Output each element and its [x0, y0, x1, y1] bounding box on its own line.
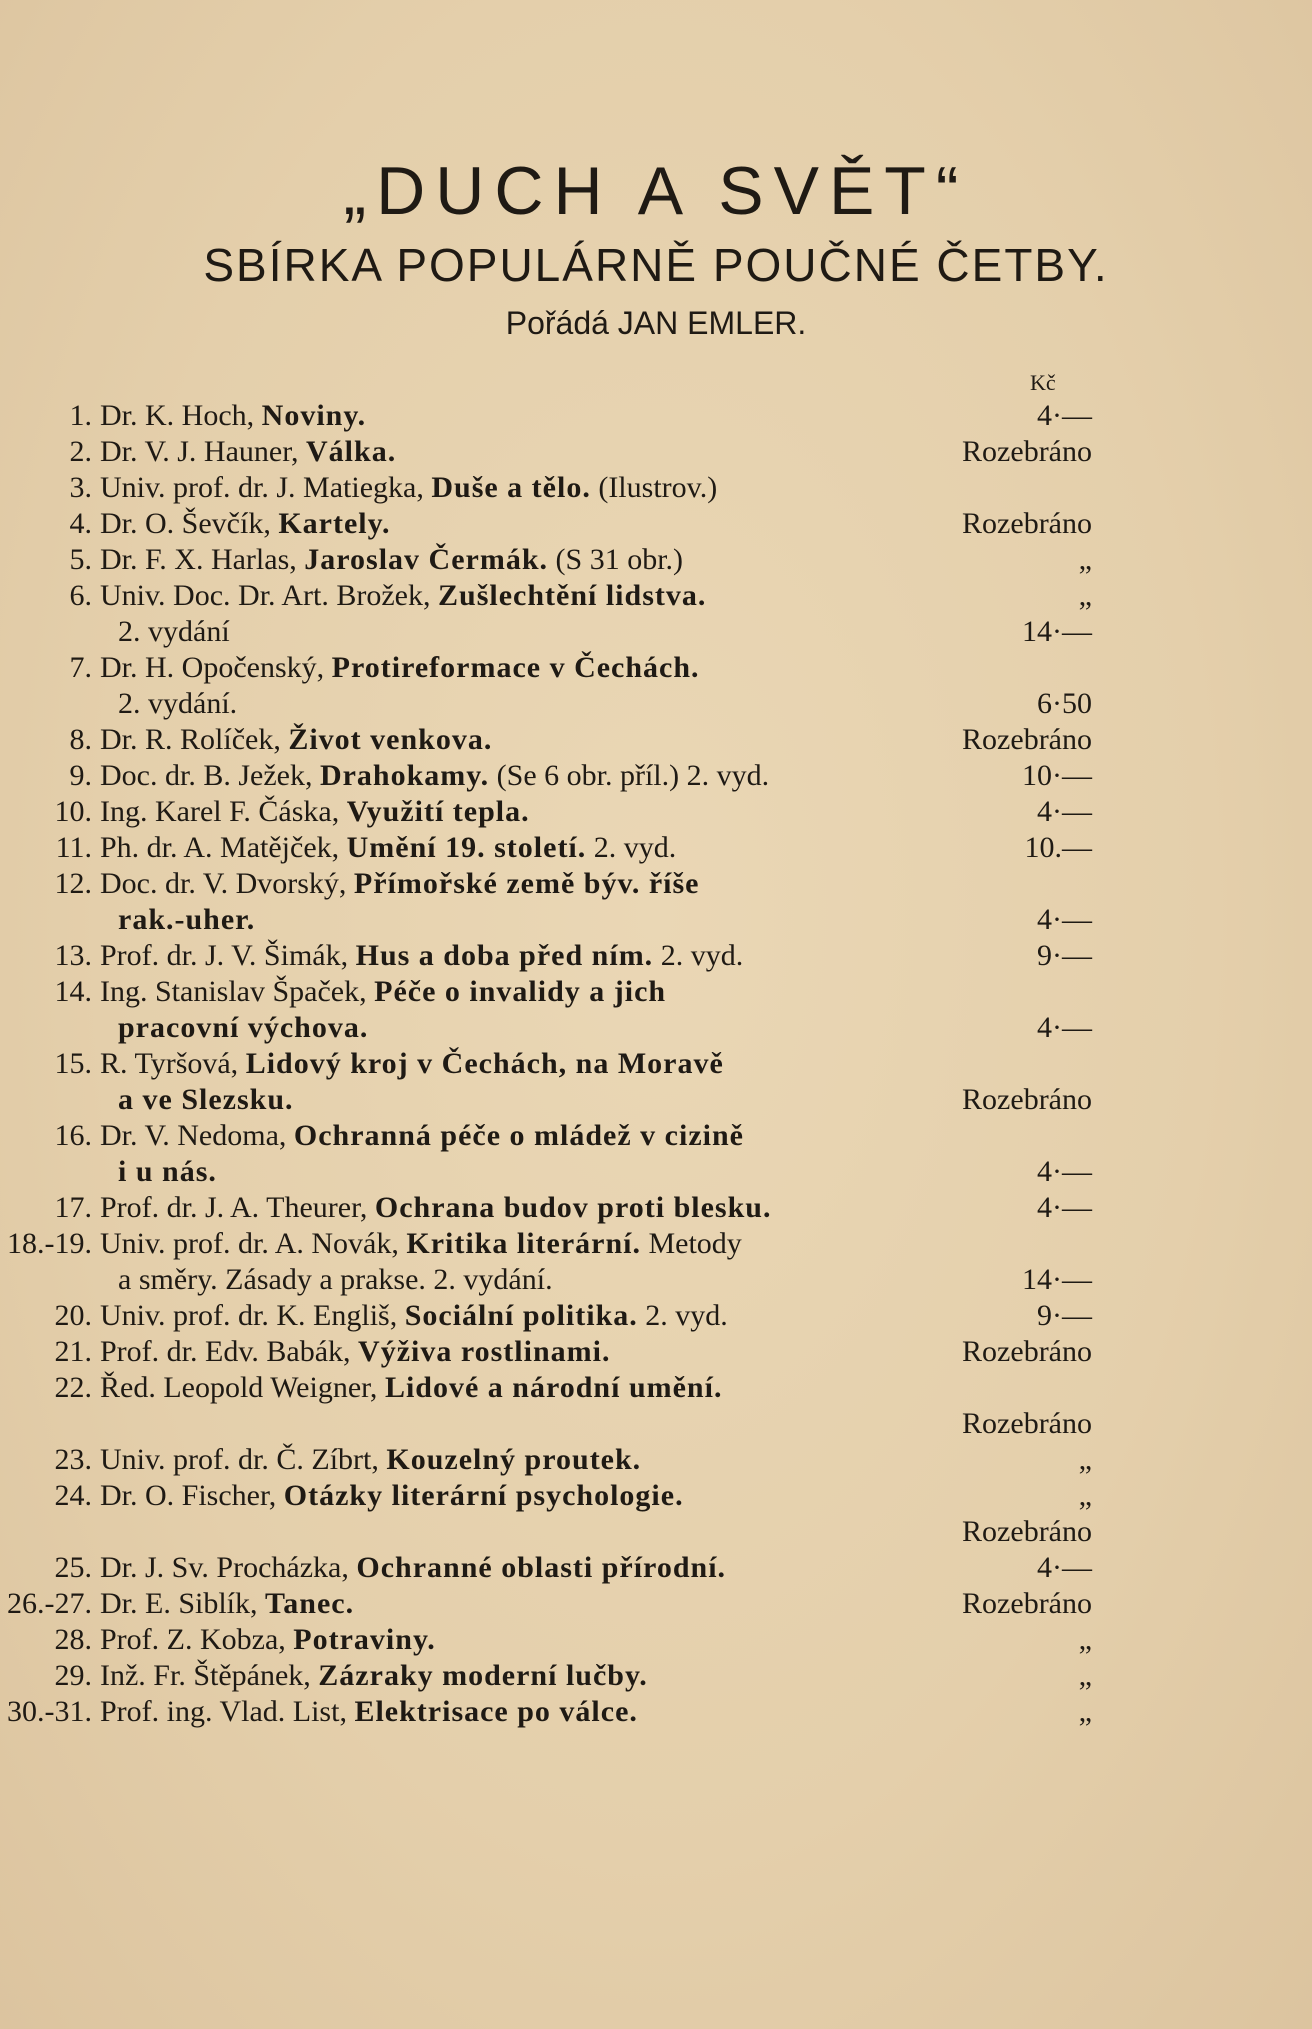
item-continuation-text: pracovní výchova. [118, 1011, 369, 1044]
item-number: 24. [54, 1479, 92, 1512]
item-number: 16. [54, 1119, 92, 1152]
item-title: Zázraky moderní lučby. [318, 1659, 648, 1692]
item-author: Prof. dr. Edv. Babák, [100, 1335, 359, 1368]
item-author: Prof. Z. Kobza, [100, 1623, 294, 1656]
item-number: 22. [54, 1371, 92, 1404]
item-title: Válka. [306, 435, 397, 468]
item-price: „ [1078, 1443, 1092, 1476]
item-title: Život venkova. [288, 723, 493, 756]
item-note: (Ilustrov.) [590, 471, 718, 504]
item-number: 3. [69, 471, 92, 504]
item-title: Elektrisace po válce. [354, 1695, 638, 1728]
item-price: 4·— [1037, 1011, 1092, 1044]
item-text [100, 1622, 436, 1658]
item-title: Sociální politika. [404, 1299, 638, 1332]
item-author: Ph. dr. A. Matějček, [100, 831, 347, 864]
item-number: 5. [69, 543, 92, 576]
item-author: Dr. O. Ševčík, [100, 507, 279, 540]
item-title: Noviny. [261, 399, 367, 432]
item-text [100, 578, 706, 614]
item-title: Duše a tělo. [431, 471, 591, 504]
item-author: Prof. dr. J. A. Theurer, [100, 1191, 375, 1224]
item-text [100, 1298, 728, 1334]
item-author: Dr. K. Hoch, [100, 399, 262, 432]
item-price: „ [1078, 1659, 1092, 1692]
item-text [100, 1118, 744, 1154]
item-author: Dr. V. J. Hauner, [100, 435, 307, 468]
item-note: Metody [640, 1227, 742, 1260]
item-note: (S 31 obr.) [548, 543, 684, 576]
item-text [100, 506, 390, 542]
series-subtitle: SBÍRKA POPULÁRNĚ POUČNÉ ČETBY. [203, 239, 1109, 291]
item-title: Kartely. [278, 507, 391, 540]
item-author: Prof. ing. Vlad. List, [100, 1695, 355, 1728]
item-title: Kouzelný proutek. [386, 1443, 642, 1476]
item-text [100, 1550, 726, 1586]
item-text [100, 470, 717, 506]
item-note: (Se 6 obr. příl.) 2. vyd. [489, 759, 770, 792]
item-price: „ [1078, 543, 1092, 576]
item-text [100, 866, 699, 902]
item-author: Univ. prof. dr. K. Engliš, [100, 1299, 405, 1332]
series-title: „DUCH A SVĚT“ [343, 153, 969, 229]
item-title: Lidové a národní umění. [384, 1371, 723, 1404]
item-price: Rozebráno [962, 1335, 1092, 1368]
item-number: 4. [69, 507, 92, 540]
item-price: Rozebráno [962, 723, 1092, 756]
item-price: „ [1078, 1623, 1092, 1656]
item-text [100, 1190, 771, 1226]
item-number: 25. [54, 1551, 92, 1584]
item-author: Dr. H. Opočenský, [100, 651, 332, 684]
item-price: 9·— [1037, 939, 1092, 972]
series-editor: Pořádá JAN EMLER. [505, 305, 807, 341]
item-title: Přímořské země býv. říše [353, 867, 700, 900]
item-number: 10. [54, 795, 92, 828]
item-continuation-text: rak.-uher. [118, 903, 256, 936]
item-author: Dr. E. Siblík, [100, 1587, 266, 1620]
currency-label: Kč [1030, 370, 1056, 395]
item-text [100, 1478, 684, 1514]
item-title: Potraviny. [293, 1623, 436, 1656]
item-text [100, 758, 769, 794]
item-author: Dr. O. Fischer, [100, 1479, 284, 1512]
item-number: 9. [69, 759, 92, 792]
item-continuation-text: i u nás. [118, 1155, 217, 1188]
item-text [100, 398, 366, 434]
item-number: 17. [54, 1191, 92, 1224]
item-title: Ochranná péče o mládež v cizině [293, 1119, 744, 1152]
item-author: Doc. dr. V. Dvorský, [100, 867, 354, 900]
item-author: Dr. V. Nedoma, [100, 1119, 294, 1152]
item-price: „ [1078, 1695, 1092, 1728]
item-price: 10.— [1024, 831, 1092, 864]
item-text [100, 1370, 722, 1406]
item-author: Ing. Stanislav Špaček, [100, 975, 375, 1008]
item-number: 6. [69, 579, 92, 612]
item-price: 4·— [1037, 903, 1092, 936]
item-price: „ [1078, 1479, 1092, 1512]
item-number: 7. [69, 651, 92, 684]
item-text [100, 1694, 638, 1730]
item-price: 4·— [1037, 399, 1092, 432]
item-price: „ [1078, 579, 1092, 612]
item-text [100, 1442, 641, 1478]
item-text [100, 1334, 610, 1370]
item-author: Dr. R. Rolíček, [100, 723, 289, 756]
item-text [100, 542, 683, 578]
item-text [100, 938, 743, 974]
item-price: Rozebráno [962, 1515, 1092, 1548]
item-title: Péče o invalidy a jich [374, 975, 667, 1008]
item-title: Využití tepla. [346, 795, 530, 828]
item-text [100, 1586, 354, 1622]
item-price: 9·— [1037, 1299, 1092, 1332]
item-text [100, 1658, 648, 1694]
item-continuation-text: a ve Slezsku. [118, 1083, 294, 1116]
item-text [100, 650, 700, 686]
item-author: Řed. Leopold Weigner, [100, 1371, 385, 1404]
item-title: Zušlechtění lidstva. [438, 579, 707, 612]
item-author: R. Tyršová, [100, 1047, 246, 1080]
item-title: Tanec. [265, 1587, 355, 1620]
item-price: 6·50 [1037, 687, 1092, 720]
item-number: 21. [54, 1335, 92, 1368]
item-title: Výživa rostlinami. [358, 1335, 611, 1368]
item-number: 29. [54, 1659, 92, 1692]
item-text [100, 830, 676, 866]
item-author: Dr. J. Sv. Procházka, [100, 1551, 357, 1584]
item-number: 8. [69, 723, 92, 756]
item-text [100, 1046, 724, 1082]
item-text [100, 434, 396, 470]
item-number: 13. [54, 939, 92, 972]
item-price: Rozebráno [962, 1587, 1092, 1620]
item-text [100, 1226, 742, 1262]
item-author: Univ. Doc. Dr. Art. Brožek, [100, 579, 438, 612]
item-author: Prof. dr. J. V. Šimák, [100, 939, 356, 972]
item-continuation-text: 2. vydání [118, 615, 230, 648]
item-note: 2. vyd. [653, 939, 744, 972]
item-price: Rozebráno [962, 1407, 1092, 1440]
item-text [100, 794, 530, 830]
item-number: 23. [54, 1443, 92, 1476]
item-price: 14·— [1022, 1263, 1092, 1296]
item-number: 2. [69, 435, 92, 468]
item-note: 2. vyd. [637, 1299, 728, 1332]
item-title: Otázky literární psychologie. [283, 1479, 684, 1512]
item-number: 12. [54, 867, 92, 900]
item-price: 14·— [1022, 615, 1092, 648]
item-continuation-text: a směry. Zásady a prakse. 2. vydání. [118, 1263, 553, 1296]
item-title: Ochranné oblasti přírodní. [356, 1551, 727, 1584]
item-number: 11. [55, 831, 92, 864]
item-text [100, 974, 666, 1010]
item-title: Jaroslav Čermák. [304, 543, 549, 576]
item-title: Umění 19. století. [346, 831, 587, 864]
item-author: Doc. dr. B. Ježek, [100, 759, 320, 792]
item-title: Protireformace v Čechách. [331, 651, 700, 684]
item-author: Univ. prof. dr. Č. Zíbrt, [100, 1443, 387, 1476]
item-title: Hus a doba před ním. [355, 939, 654, 972]
item-price: 4·— [1037, 1155, 1092, 1188]
item-number: 28. [54, 1623, 92, 1656]
item-author: Ing. Karel F. Čáska, [100, 795, 347, 828]
item-price: 4·— [1037, 795, 1092, 828]
item-number: 18.-19. [7, 1227, 92, 1260]
item-price: Rozebráno [962, 507, 1092, 540]
item-price: Rozebráno [962, 1083, 1092, 1116]
item-number: 20. [54, 1299, 92, 1332]
item-price: 10·— [1022, 759, 1092, 792]
item-title: Lidový kroj v Čechách, na Moravě [245, 1047, 724, 1080]
item-note: 2. vyd. [586, 831, 677, 864]
item-author: Univ. prof. dr. J. Matiegka, [100, 471, 432, 504]
item-title: Ochrana budov proti blesku. [374, 1191, 772, 1224]
item-number: 26.-27. [7, 1587, 92, 1620]
item-price: Rozebráno [962, 435, 1092, 468]
item-title: Kritika literární. [406, 1227, 641, 1260]
item-continuation-text: 2. vydání. [118, 687, 238, 720]
item-text [100, 722, 492, 758]
item-author: Inž. Fr. Štěpánek, [100, 1659, 319, 1692]
item-number: 14. [54, 975, 92, 1008]
item-price: 4·— [1037, 1551, 1092, 1584]
item-number: 30.-31. [7, 1695, 92, 1728]
item-author: Univ. prof. dr. A. Novák, [100, 1227, 407, 1260]
item-title: Drahokamy. [319, 759, 490, 792]
item-number: 15. [54, 1047, 92, 1080]
item-price: 4·— [1037, 1191, 1092, 1224]
item-author: Dr. F. X. Harlas, [100, 543, 305, 576]
item-number: 1. [69, 399, 92, 432]
